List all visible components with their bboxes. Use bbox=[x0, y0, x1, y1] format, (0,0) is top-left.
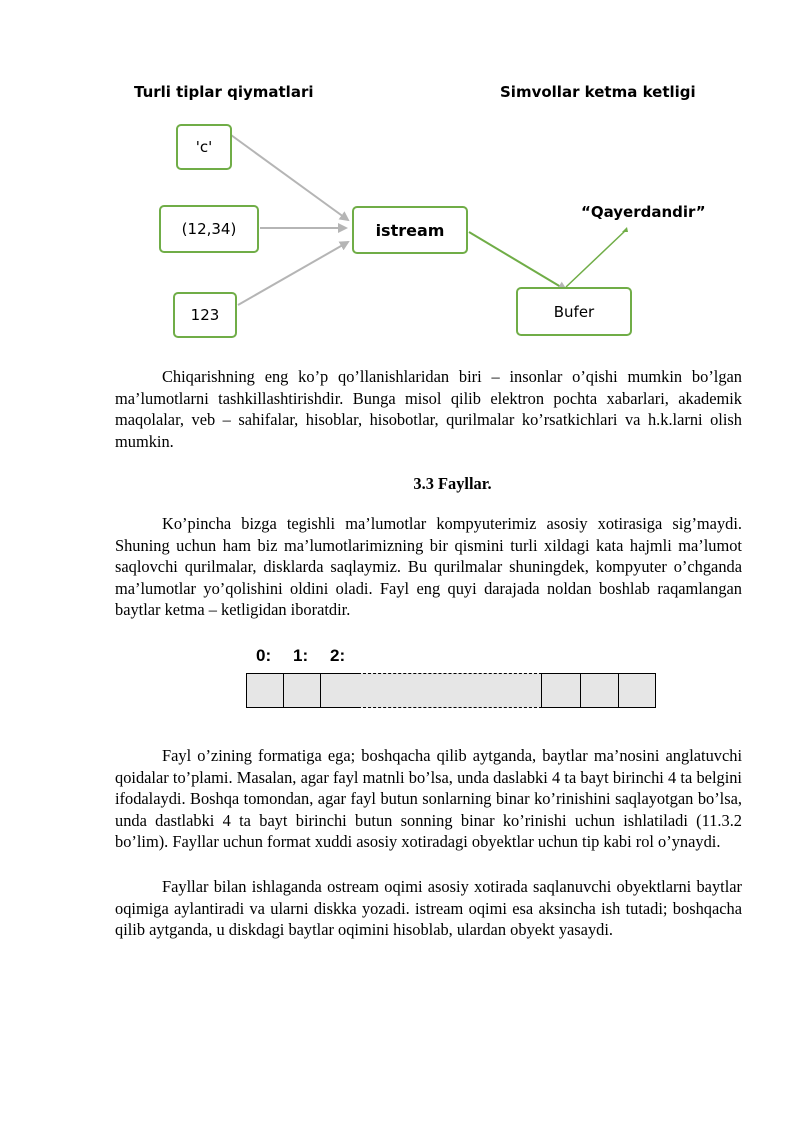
paragraph-output-usage: Chiqarishning eng ko’p qo’llanishlaridan biri – insonlar o’qishi mumkin bo’lgan ma’lumotlarni tashkillashtirishdir. Bunga misol qilib elektron pochta xabarlari, akademik maqolalar, veb – sahifalar, hisoblar, hisobotlar, qurilmalar ko’rsatkichlari va h.k.larni olish mumkin. bbox=[115, 367, 742, 451]
section-heading-text: 3.3 Fayllar. bbox=[413, 474, 492, 493]
input-char-box bbox=[176, 124, 232, 170]
paragraph-streams: Fayllar bilan ishlaganda ostream oqimi asosiy xotirada saqlanuvchi obyektlarni baytlar oqimiga aylantiradi va ularni diskka yozadi. istream oqimi esa aksincha ish tutadi; boshqacha qilib aytganda, u diskdagi baytlar oqimini hisoblab, ulardan obyekt yasaydi. bbox=[115, 877, 742, 939]
input-int-label: 123 bbox=[190, 306, 220, 324]
arrow-istream-to-bufer bbox=[469, 232, 566, 290]
byte-cell bbox=[320, 673, 359, 708]
left-diagram-title: Turli tiplar qiymatlari bbox=[134, 83, 314, 101]
source-label: “Qayerdandir” bbox=[581, 203, 706, 221]
arrow-source-to-bufer bbox=[566, 230, 626, 287]
right-diagram-title: Simvollar ketma ketligi bbox=[500, 83, 696, 101]
bufer-box bbox=[516, 287, 632, 336]
input-int-box bbox=[173, 292, 237, 338]
bufer-label: Bufer bbox=[553, 302, 595, 321]
paragraph-file-format: Fayl o’zining formatiga ega; boshqacha qilib aytganda, baytlar ma’nosini anglatuvchi qoidalar to’plami. Masalan, agar fayl matnli bo’lsa, unda daslabki 4 ta bayt birinchi 4 ta belgini ifodalaydi. Boshqa tomondan, agar fayl butun sonlarning binar ko’rinishini saqlayotgan bo’lsa, unda dastlabki 4 ta bayt birinchi butun sonning binar ko’rinishi uchun ishlatiladi (11.3.2 bo’lim). Fayllar uchun format xuddi asosiy xotiradagi obyektlar uchun tip kabi rol o’ynaydi. bbox=[115, 746, 742, 851]
byte-index-2: 2: bbox=[330, 646, 346, 665]
istream-label: istream bbox=[375, 220, 445, 240]
byte-cell bbox=[541, 673, 581, 708]
paragraph-files-intro: Ko’pincha bizga tegishli ma’lumotlar kompyuterimiz asosiy xotirasiga sig’maydi. Shuning uchun ham biz ma’lumotlarimizning bir qismini turli xildagi kata hajmli ma’lumot saqlovchi qurilmalar, disklarda saqlaymiz. Bu qurilmalar shuningdek, kompyuter o’chganda ma’lumotlar yo’qolishini oldini oladi. Fayl eng quyi darajada noldan boshlab raqamlangan baytlar ketma – ketligidan iboratdir. bbox=[115, 514, 742, 619]
byte-cell bbox=[246, 673, 284, 708]
section-heading bbox=[105, 474, 800, 494]
istream-box bbox=[352, 206, 468, 254]
byte-index-0: 0: bbox=[256, 646, 272, 665]
input-pair-box bbox=[159, 205, 259, 253]
byte-index-1: 1: bbox=[293, 646, 309, 665]
byte-cell bbox=[580, 673, 619, 708]
input-char-label: 'c' bbox=[195, 138, 213, 156]
input-pair-label: (12,34) bbox=[181, 220, 237, 238]
byte-cell bbox=[618, 673, 656, 708]
byte-cell bbox=[283, 673, 321, 708]
diagram-arrows bbox=[0, 0, 800, 340]
byte-cells-ellipsis bbox=[358, 673, 542, 708]
